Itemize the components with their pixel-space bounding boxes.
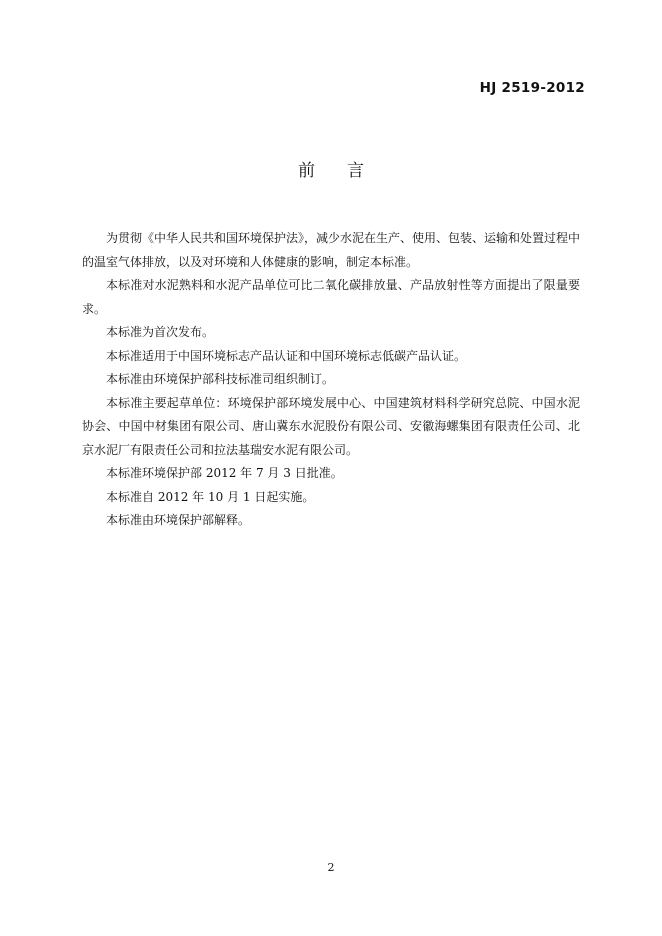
paragraph-scope-limits: 本标准对水泥熟料和水泥产品单位可比二氧化碳排放量、产品放射性等方面提出了限量要求。 — [82, 278, 580, 316]
paragraph-drafting-units: 本标准主要起草单位：环境保护部环境发展中心、中国建筑材料科学研究总院、中国水泥协会、中国中材集团有限公司、唐山冀东水泥股份有限公司、安徽海螺集团有限责任公司、北京水泥厂有限责任公司和拉法基瑞安水泥有限公司。 — [82, 395, 580, 457]
paragraph-applicability: 本标准适用于中国环境标志产品认证和中国环境标志低碳产品认证。 — [106, 348, 467, 363]
paragraph-purpose: 为贯彻《中华人民共和国环境保护法》，减少水泥在生产、使用、包装、运输和处置过程中的温室气体排放，以及对环境和人体健康的影响，制定本标准。 — [82, 231, 581, 269]
page-title — [0, 156, 662, 181]
paragraph-effective-date: 本标准自 2012 年 10 月 1 日起实施。 — [106, 489, 315, 504]
title-char-2: 言 — [347, 161, 364, 181]
paragraph-approval-date: 本标准环境保护部 2012 年 7 月 3 日批准。 — [106, 466, 343, 480]
page-number: 2 — [327, 861, 335, 874]
title-char-1: 前 — [298, 161, 315, 181]
paragraph-organizer: 本标准由环境保护部科技标准司组织制订。 — [106, 372, 335, 386]
paragraph-interpretation: 本标准由环境保护部解释。 — [106, 513, 251, 527]
paragraph-first-release: 本标准为首次发布。 — [106, 325, 215, 339]
foreword-body — [82, 227, 580, 533]
standard-code: HJ 2519-2012 — [479, 80, 585, 96]
